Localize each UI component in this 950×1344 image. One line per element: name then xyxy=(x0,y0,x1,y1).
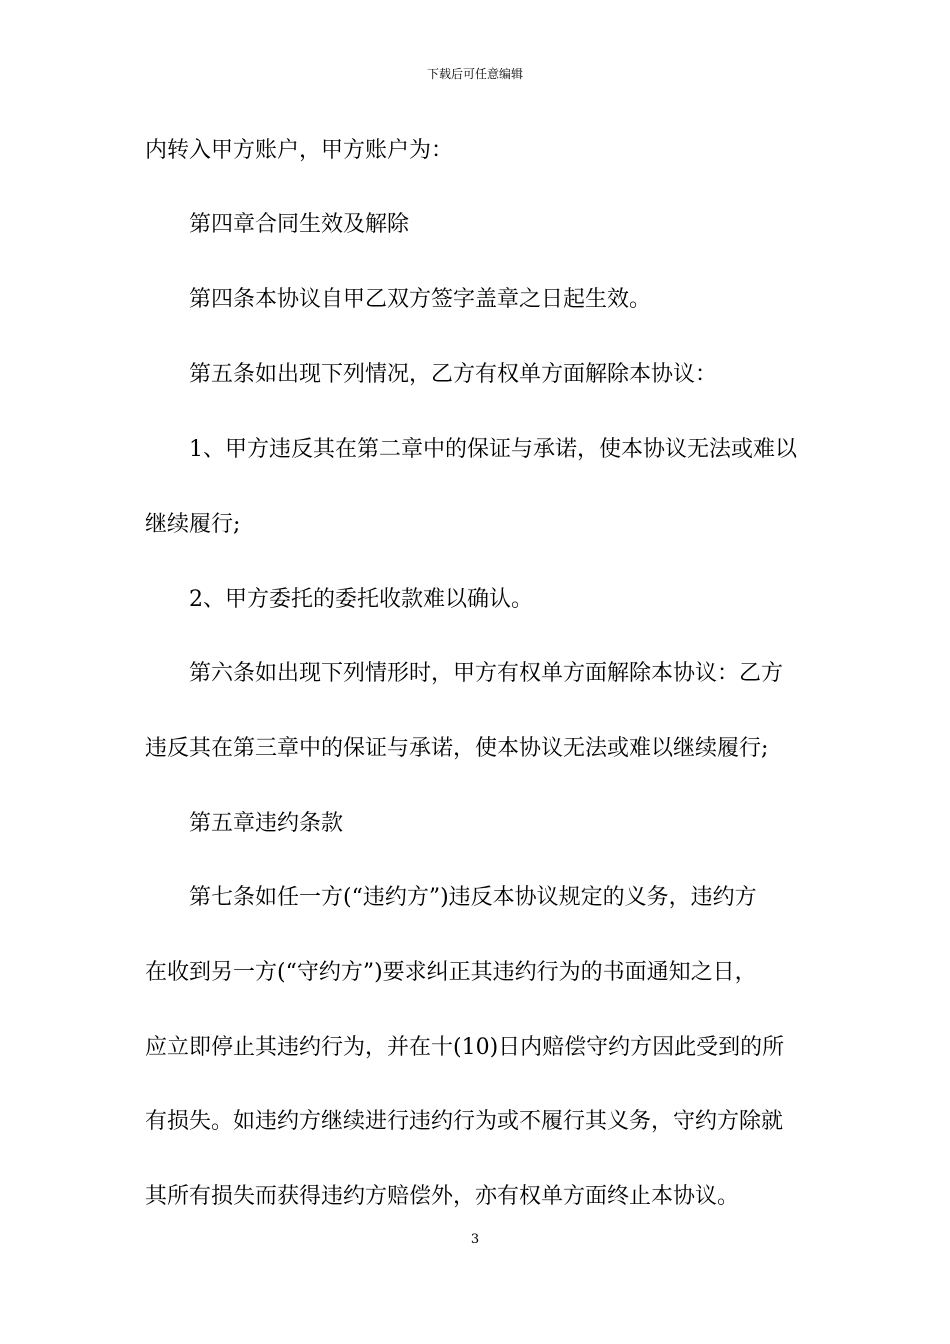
paragraph-line: 第七条如任一方(“违约方”)违反本协议规定的义务，违约方 xyxy=(189,885,757,910)
page-header: 下载后可任意编辑 xyxy=(426,67,523,81)
paragraph-line: 在收到另一方(“守约方”)要求纠正其违约行为的书面通知之日， xyxy=(145,960,757,985)
paragraph-line: 2、甲方委托的委托收款难以确认。 xyxy=(189,587,533,612)
paragraph-line: 内转入甲方账户，甲方账户为： xyxy=(145,138,454,163)
paragraph-line: 第五条如出现下列情况，乙方有权单方面解除本协议： xyxy=(189,362,718,387)
page-number: 3 xyxy=(470,1232,480,1247)
paragraph-line: 第六条如出现下列情形时，甲方有权单方面解除本协议：乙方 xyxy=(189,661,784,686)
chapter-heading: 第四章合同生效及解除 xyxy=(189,212,410,237)
paragraph-line: 违反其在第三章中的保证与承诺，使本协议无法或难以继续履行; xyxy=(145,736,769,761)
paragraph-line: 继续履行; xyxy=(145,512,241,537)
paragraph-line: 有损失。如违约方继续进行违约行为或不履行其义务，守约方除就 xyxy=(145,1109,784,1134)
paragraph-line: 第四条本协议自甲乙双方签字盖章之日起生效。 xyxy=(189,287,652,312)
paragraph-line: 应立即停止其违约行为，并在十(10)日内赔偿守约方因此受到的所 xyxy=(145,1035,785,1060)
paragraph-line: 其所有损失而获得违约方赔偿外，亦有权单方面终止本协议。 xyxy=(145,1184,740,1209)
chapter-heading: 第五章违约条款 xyxy=(189,811,344,836)
paragraph-line: 1、甲方违反其在第二章中的保证与承诺，使本协议无法或难以 xyxy=(189,437,797,462)
